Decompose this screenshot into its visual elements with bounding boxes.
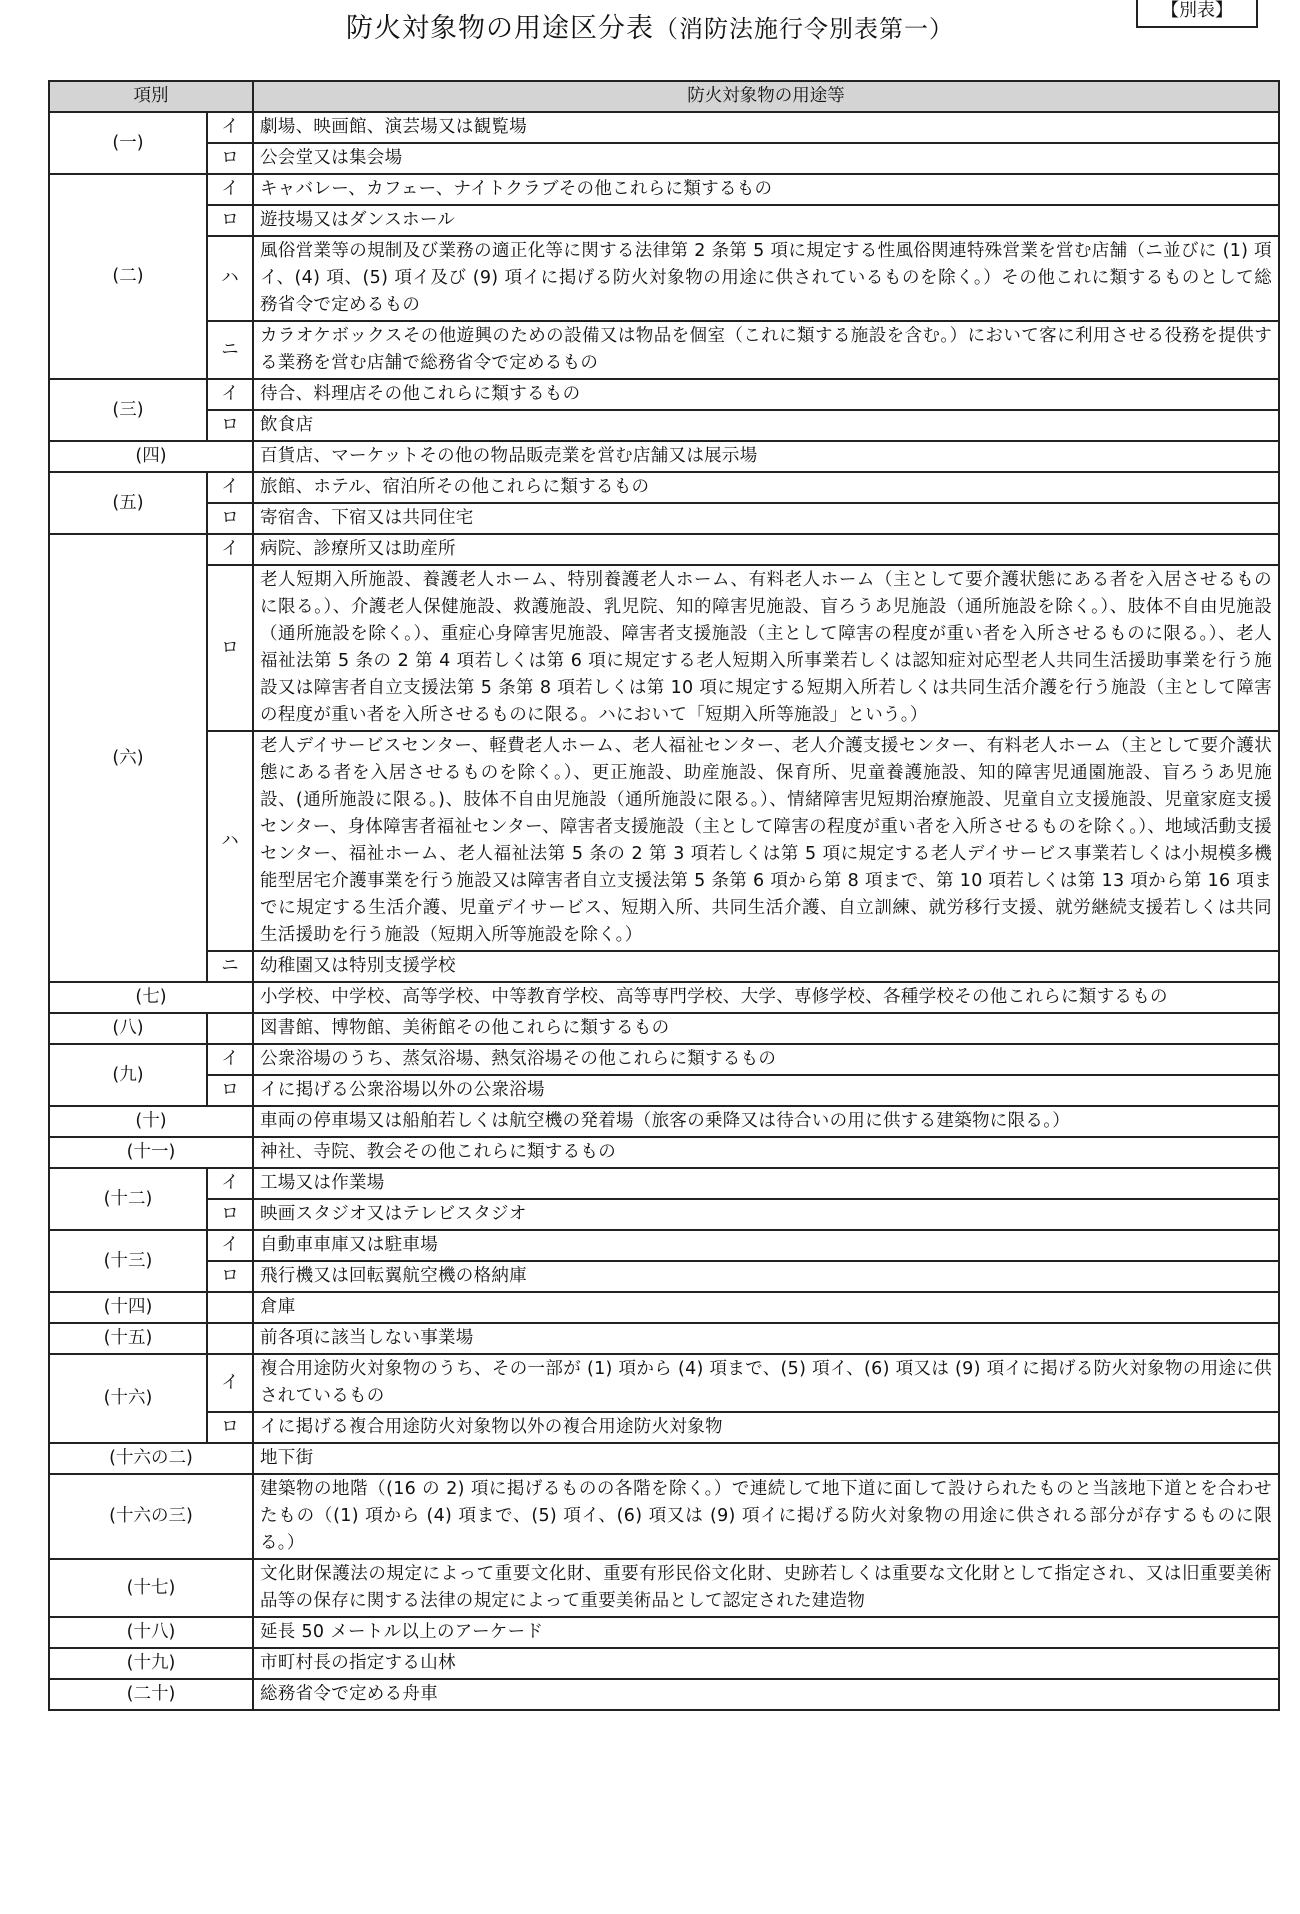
table-row xyxy=(49,565,1279,731)
sub-cell: ニ xyxy=(207,321,253,379)
use-cell: 公会堂又は集会場 xyxy=(253,143,1279,174)
item-cell: (十七) xyxy=(49,1559,253,1617)
use-cell: キャバレー、カフェー、ナイトクラブその他これらに類するもの xyxy=(253,174,1279,205)
usage-classification-table xyxy=(48,80,1280,1711)
sub-cell: ロ xyxy=(207,1412,253,1443)
use-cell: 地下街 xyxy=(253,1443,1279,1474)
use-cell: 文化財保護法の規定によって重要文化財、重要有形民俗文化財、史跡若しくは重要な文化財として指定され、又は旧重要美術品等の保存に関する法律の規定によって重要美術品として認定された建造物 xyxy=(253,1559,1279,1617)
sub-cell: イ xyxy=(207,472,253,503)
item-cell: (十五) xyxy=(49,1323,207,1354)
use-cell: カラオケボックスその他遊興のための設備又は物品を個室（これに類する施設を含む。）において客に利用させる役務を提供する業務を営む店舗で総務省令で定めるもの xyxy=(253,321,1279,379)
table-row xyxy=(49,1559,1279,1617)
sub-cell xyxy=(207,1323,253,1354)
use-cell: 病院、診療所又は助産所 xyxy=(253,534,1279,565)
item-cell: (十九) xyxy=(49,1648,253,1679)
sub-cell: ロ xyxy=(207,503,253,534)
sub-cell: ロ xyxy=(207,1075,253,1106)
table-row xyxy=(49,1323,1279,1354)
use-cell: 老人デイサービスセンター、軽費老人ホーム、老人福祉センター、老人介護支援センター、有料老人ホーム（主として要介護状態にある者を入居させるものを除く。）、更正施設、助産施設、保育所、児童養護施設、知的障害児通園施設、盲ろうあ児施設、(通所施設に限る。)、肢体不自由児施設（通所施設に限る。）、情緒障害児短期治療施設、児童自立支援施設、児童家庭支援センター、身体障害者福祉センター、障害者支援施設（主として障害の程度が重い者を入所させるものを除く。）、地域活動支援センター、福祉ホーム、老人福祉法第 5 条の 2 第 3 項若しくは第 5 項に規定する老人デイサービス事業若しくは小規模多機能型居宅介護事業を行う施設又は障害者自立支援法第 5 条第 6 項から第 8 項まで、第 10 項若しくは第 13 項から第 16 項までに規定する生活介護、児童デイサービス、短期入所、共同生活介護、自立訓練、就労移行支援、就労継続支援若しくは共同生活援助を行う施設（短期入所等施設を除く。） xyxy=(253,731,1279,951)
table-row xyxy=(49,174,1279,205)
table-row xyxy=(49,1474,1279,1559)
sub-cell: イ xyxy=(207,112,253,143)
sub-cell: ロ xyxy=(207,1261,253,1292)
sub-cell: ニ xyxy=(207,951,253,982)
sub-cell: ロ xyxy=(207,565,253,731)
table-row xyxy=(49,1648,1279,1679)
table-header-row xyxy=(49,81,1279,112)
item-cell: (一) xyxy=(49,112,207,174)
table-row xyxy=(49,205,1279,236)
sub-cell: イ xyxy=(207,1230,253,1261)
use-cell: 延長 50 メートル以上のアーケード xyxy=(253,1617,1279,1648)
table-row xyxy=(49,1106,1279,1137)
sub-cell: イ xyxy=(207,1354,253,1412)
table-row xyxy=(49,1443,1279,1474)
use-cell: 飛行機又は回転翼航空機の格納庫 xyxy=(253,1261,1279,1292)
sub-cell xyxy=(207,1013,253,1044)
sub-cell: イ xyxy=(207,1168,253,1199)
table-row xyxy=(49,1412,1279,1443)
sub-cell: ハ xyxy=(207,236,253,321)
table-row xyxy=(49,1292,1279,1323)
sub-cell: イ xyxy=(207,1044,253,1075)
page-title xyxy=(0,6,1300,45)
table-row xyxy=(49,441,1279,472)
use-cell: 前各項に該当しない事業場 xyxy=(253,1323,1279,1354)
table-row xyxy=(49,1044,1279,1075)
table-row xyxy=(49,1261,1279,1292)
item-cell: (十六) xyxy=(49,1354,207,1443)
use-cell: 車両の停車場又は船舶若しくは航空機の発着場（旅客の乗降又は待合いの用に供する建築物に限る。） xyxy=(253,1106,1279,1137)
item-cell: (十三) xyxy=(49,1230,207,1292)
use-cell: 待合、料理店その他これらに類するもの xyxy=(253,379,1279,410)
use-cell: 工場又は作業場 xyxy=(253,1168,1279,1199)
use-cell: イに掲げる公衆浴場以外の公衆浴場 xyxy=(253,1075,1279,1106)
sub-cell: ロ xyxy=(207,205,253,236)
sub-cell: イ xyxy=(207,379,253,410)
use-cell: 百貨店、マーケットその他の物品販売業を営む店舗又は展示場 xyxy=(253,441,1279,472)
table-row xyxy=(49,534,1279,565)
table-row xyxy=(49,472,1279,503)
use-cell: 小学校、中学校、高等学校、中等教育学校、高等専門学校、大学、専修学校、各種学校その他これらに類するもの xyxy=(253,982,1279,1013)
sub-cell xyxy=(207,1292,253,1323)
item-cell: (十八) xyxy=(49,1617,253,1648)
sub-cell: ロ xyxy=(207,143,253,174)
header-item: 項別 xyxy=(49,81,253,112)
item-cell: (二) xyxy=(49,174,207,379)
table-row xyxy=(49,410,1279,441)
table-row xyxy=(49,1230,1279,1261)
table-row xyxy=(49,731,1279,951)
use-cell: 老人短期入所施設、養護老人ホーム、特別養護老人ホーム、有料老人ホーム（主として要介護状態にある者を入居させるものに限る。）、介護老人保健施設、救護施設、乳児院、知的障害児施設、盲ろうあ児施設（通所施設を除く。）、肢体不自由児施設（通所施設を除く。）、重症心身障害児施設、障害者支援施設（主として障害の程度が重い者を入所させるものに限る。）、老人福祉法第 5 条の 2 第 4 項若しくは第 6 項に規定する老人短期入所事業若しくは認知症対応型老人共同生活援助事業を行う施設又は障害者自立支援法第 5 条第 8 項若しくは第 10 項に規定する短期入所若しくは共同生活介護を行う施設（主として障害の程度が重い者を入所させるものに限る。ハにおいて「短期入所等施設」という。） xyxy=(253,565,1279,731)
table-row xyxy=(49,1075,1279,1106)
item-cell: (九) xyxy=(49,1044,207,1106)
corner-label: 【別表】 xyxy=(1136,0,1258,28)
item-cell: (七) xyxy=(49,982,253,1013)
table-row xyxy=(49,1137,1279,1168)
use-cell: イに掲げる複合用途防火対象物以外の複合用途防火対象物 xyxy=(253,1412,1279,1443)
header-use: 防火対象物の用途等 xyxy=(253,81,1279,112)
use-cell: 寄宿舎、下宿又は共同住宅 xyxy=(253,503,1279,534)
title-text: 防火対象物の用途区分表 xyxy=(346,13,654,44)
use-cell: 公衆浴場のうち、蒸気浴場、熱気浴場その他これらに類するもの xyxy=(253,1044,1279,1075)
use-cell: 映画スタジオ又はテレビスタジオ xyxy=(253,1199,1279,1230)
table-row xyxy=(49,1199,1279,1230)
use-cell: 旅館、ホテル、宿泊所その他これらに類するもの xyxy=(253,472,1279,503)
item-cell: (十二) xyxy=(49,1168,207,1230)
sub-cell: ロ xyxy=(207,410,253,441)
use-cell: 図書館、博物館、美術館その他これらに類するもの xyxy=(253,1013,1279,1044)
use-cell: 自動車車庫又は駐車場 xyxy=(253,1230,1279,1261)
item-cell: (二十) xyxy=(49,1679,253,1710)
sub-cell: イ xyxy=(207,174,253,205)
table-row xyxy=(49,1168,1279,1199)
use-cell: 遊技場又はダンスホール xyxy=(253,205,1279,236)
table-row xyxy=(49,236,1279,321)
use-cell: 総務省令で定める舟車 xyxy=(253,1679,1279,1710)
item-cell: (十一) xyxy=(49,1137,253,1168)
table-row xyxy=(49,1013,1279,1044)
item-cell: (六) xyxy=(49,534,207,982)
item-cell: (十) xyxy=(49,1106,253,1137)
use-cell: 風俗営業等の規制及び業務の適正化等に関する法律第 2 条第 5 項に規定する性風俗関連特殊営業を営む店舗（ニ並びに (1) 項イ、(4) 項、(5) 項イ及び (9) 項イに掲げる防火対象物の用途に供されているものを除く。）その他これに類するものとして総務省令で定めるもの xyxy=(253,236,1279,321)
item-cell: (八) xyxy=(49,1013,207,1044)
title-subtitle: （消防法施行令別表第一） xyxy=(654,15,954,43)
item-cell: (三) xyxy=(49,379,207,441)
table-row xyxy=(49,1679,1279,1710)
item-cell: (十四) xyxy=(49,1292,207,1323)
use-cell: 市町村長の指定する山林 xyxy=(253,1648,1279,1679)
sub-cell: ロ xyxy=(207,1199,253,1230)
sub-cell: イ xyxy=(207,534,253,565)
sub-cell: ハ xyxy=(207,731,253,951)
use-cell: 倉庫 xyxy=(253,1292,1279,1323)
table-row xyxy=(49,112,1279,143)
table-row xyxy=(49,982,1279,1013)
use-cell: 劇場、映画館、演芸場又は観覧場 xyxy=(253,112,1279,143)
table-row xyxy=(49,951,1279,982)
table-row xyxy=(49,379,1279,410)
item-cell: (四) xyxy=(49,441,253,472)
table-row xyxy=(49,1617,1279,1648)
table-row xyxy=(49,503,1279,534)
use-cell: 建築物の地階（(16 の 2) 項に掲げるものの各階を除く。）で連続して地下道に面して設けられたものと当該地下道とを合わせたもの（(1) 項から (4) 項まで、(5) 項イ、(6) 項又は (9) 項イに掲げる防火対象物の用途に供される部分が存するものに限る。） xyxy=(253,1474,1279,1559)
item-cell: (十六の二) xyxy=(49,1443,253,1474)
table-row xyxy=(49,321,1279,379)
item-cell: (五) xyxy=(49,472,207,534)
use-cell: 飲食店 xyxy=(253,410,1279,441)
table-row xyxy=(49,1354,1279,1412)
use-cell: 複合用途防火対象物のうち、その一部が (1) 項から (4) 項まで、(5) 項イ、(6) 項又は (9) 項イに掲げる防火対象物の用途に供されているもの xyxy=(253,1354,1279,1412)
use-cell: 神社、寺院、教会その他これらに類するもの xyxy=(253,1137,1279,1168)
table-row xyxy=(49,143,1279,174)
use-cell: 幼稚園又は特別支援学校 xyxy=(253,951,1279,982)
item-cell: (十六の三) xyxy=(49,1474,253,1559)
